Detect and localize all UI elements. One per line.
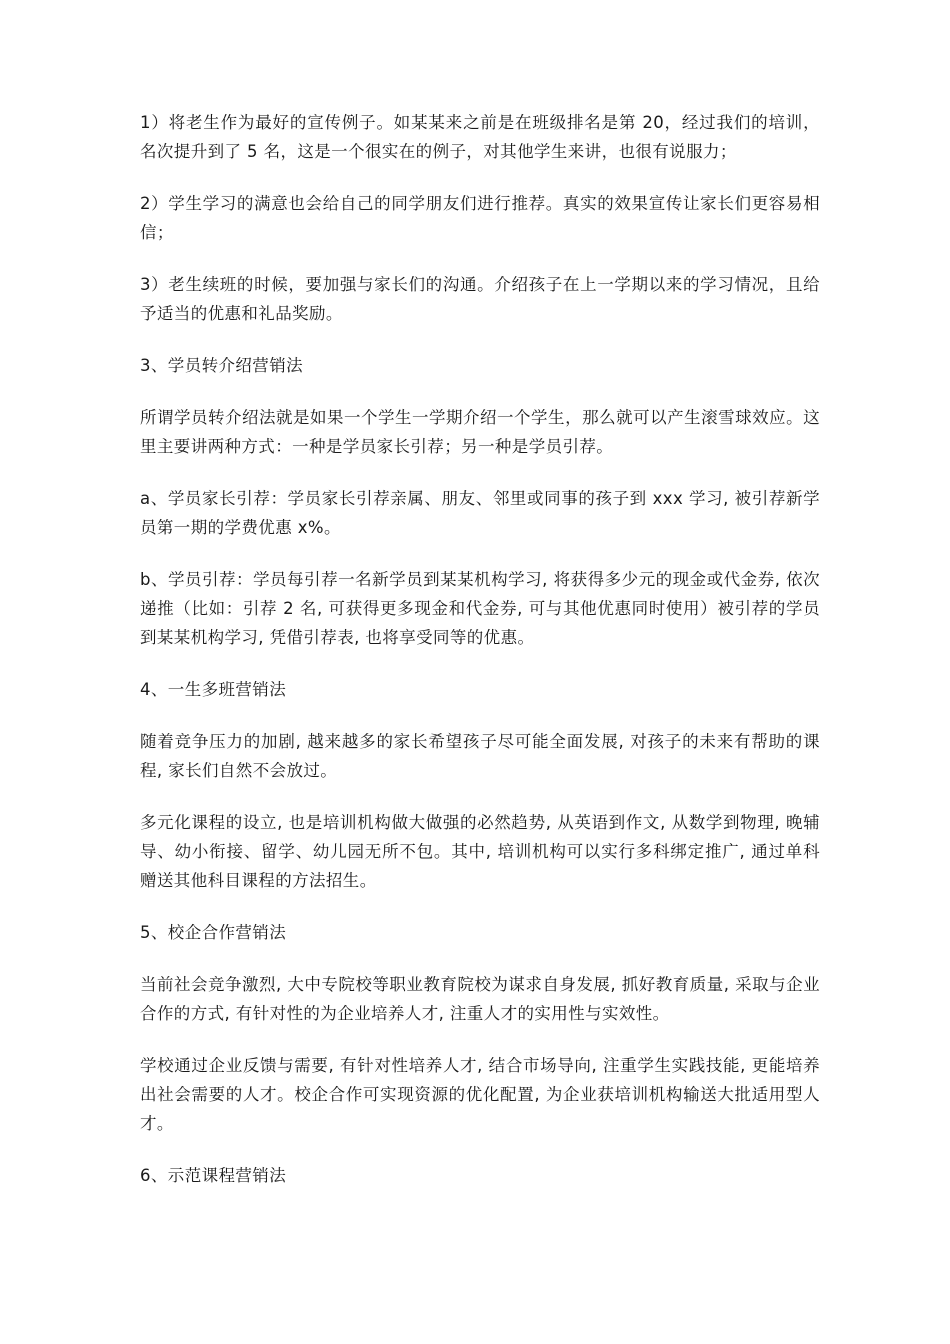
paragraph-competition-pressure: 随着竞争压力的加剧, 越来越多的家长希望孩子尽可能全面发展, 对孩子的未来有帮助的课程, 家长们自然不会放过。 — [140, 732, 820, 780]
paragraph-student-referral: b、学员引荐：学员每引荐一名新学员到某某机构学习, 将获得多少元的现金或代金券, 依次递推（比如：引荐 2 名, 可获得更多现金和代金券, 可与其他优惠同时使用）被引荐的学员到某某机构学习, 凭借引荐表, 也将享受同等的优惠。 — [140, 570, 820, 647]
section-heading-referral: 3、学员转介绍营销法 — [140, 356, 303, 375]
paragraph-class-renewal: 3）老生续班的时候，要加强与家长们的沟通。介绍孩子在上一学期以来的学习情况，且给予适当的优惠和礼品奖励。 — [140, 275, 820, 323]
section-heading-school-enterprise: 5、校企合作营销法 — [140, 923, 287, 942]
section-heading-multi-class: 4、一生多班营销法 — [140, 680, 287, 699]
paragraph-social-competition: 当前社会竞争激烈, 大中专院校等职业教育院校为谋求自身发展, 抓好教育质量, 采取与企业合作的方式, 有针对性的为企业培养人才, 注重人才的实用性与实效性。 — [140, 975, 820, 1023]
paragraph-enterprise-feedback: 学校通过企业反馈与需要, 有针对性培养人才, 结合市场导向, 注重学生实践技能, 更能培养出社会需要的人才。校企合作可实现资源的优化配置, 为企业获培训机构输送大批适用型人才。 — [140, 1056, 820, 1133]
paragraph-referral-intro: 所谓学员转介绍法就是如果一个学生一学期介绍一个学生，那么就可以产生滚雪球效应。这里主要讲两种方式：一种是学员家长引荐；另一种是学员引荐。 — [140, 408, 820, 456]
paragraph-diversified-courses: 多元化课程的设立, 也是培训机构做大做强的必然趋势, 从英语到作文, 从数学到物理, 晚辅导、幼小衔接、留学、幼儿园无所不包。其中, 培训机构可以实行多科绑定推广, 通过单科赠送其他科目课程的方法招生。 — [140, 813, 820, 890]
paragraph-old-student-example: 1）将老生作为最好的宣传例子。如某某来之前是在班级排名是第 20，经过我们的培训，名次提升到了 5 名，这是一个很实在的例子，对其他学生来讲，也很有说服力； — [140, 113, 820, 161]
paragraph-parent-referral: a、学员家长引荐：学员家长引荐亲属、朋友、邻里或同事的孩子到 xxx 学习, 被引荐新学员第一期的学费优惠 x%。 — [140, 489, 820, 537]
section-heading-demo-course: 6、示范课程营销法 — [140, 1166, 287, 1185]
paragraph-student-recommendation: 2）学生学习的满意也会给自己的同学朋友们进行推荐。真实的效果宣传让家长们更容易相信； — [140, 194, 820, 242]
